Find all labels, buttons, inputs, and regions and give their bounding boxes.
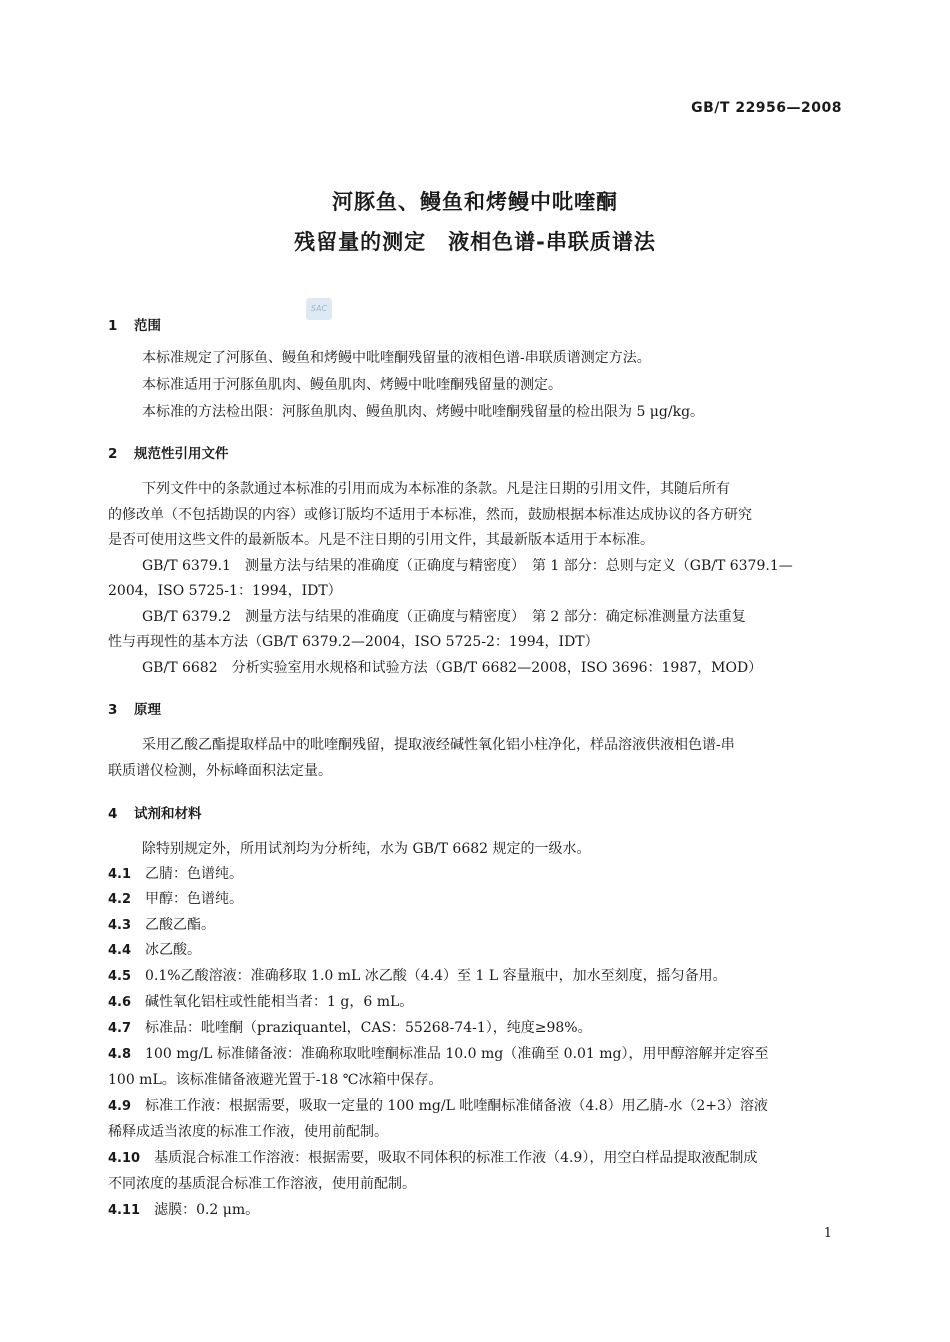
sac-watermark-logo: SAC [306, 298, 332, 320]
item-text: 甲醇：色谱纯。 [145, 891, 244, 907]
reagent-item [108, 1094, 843, 1120]
reagent-item [108, 1016, 843, 1042]
item-text: 滤膜：0.2 μm。 [154, 1202, 260, 1218]
item-text: 标准工作液：根据需要，吸取一定量的 100 mg/L 吡喹酮标准储备液（4.8）用乙腈-水（2+3）溶液 [145, 1098, 768, 1114]
section-title: 规范性引用文件 [134, 446, 229, 462]
page-number: 1 [823, 1226, 832, 1241]
item-text: 冰乙酸。 [145, 942, 202, 958]
ref-item-3: GB/T 6682 分析实验室用水规格和试验方法（GB/T 6682—2008，ISO 3696：1987，MOD） [142, 660, 763, 676]
title-part-a: 残留量的测定 [294, 230, 427, 254]
title-part-b: 液相色谱-串联质谱法 [448, 230, 656, 254]
reagent-item-continuation: 100 mL。该标准储备液避光置于-18 ℃冰箱中保存。 [108, 1072, 443, 1088]
reagent-item-continuation: 不同浓度的基质混合标准工作溶液，使用前配制。 [108, 1176, 416, 1192]
document-title-line2 [0, 226, 950, 256]
item-text: 0.1%乙酸溶液：准确移取 1.0 mL 冰乙酸（4.4）至 1 L 容量瓶中，加水至刻度，摇匀备用。 [145, 968, 727, 984]
item-number: 4.4 [108, 943, 132, 958]
principle-line1: 采用乙酸乙酯提取样品中的吡喹酮残留，提取液经碱性氧化铝小柱净化，样品溶液供液相色谱-串 [142, 737, 735, 753]
item-number: 4.1 [108, 867, 132, 882]
section-title: 试剂和材料 [134, 806, 202, 822]
reagent-item [108, 1146, 843, 1172]
section-heading-references [108, 442, 229, 462]
item-number: 4.2 [108, 892, 132, 907]
section-title: 范围 [134, 318, 161, 334]
section-number: 4 [108, 806, 118, 822]
reagent-item [108, 990, 843, 1016]
item-number: 4.10 [108, 1151, 141, 1166]
reagent-item [108, 938, 843, 964]
scope-paragraph-2: 本标准适用于河豚鱼肌肉、鳗鱼肌肉、烤鳗中吡喹酮残留量的测定。 [142, 377, 562, 393]
item-number: 4.3 [108, 918, 132, 933]
reagent-item [108, 862, 843, 888]
ref-item-1-line1: GB/T 6379.1 测量方法与结果的准确度（正确度与精密度） 第 1 部分：总则与定义（GB/T 6379.1— [142, 558, 793, 574]
reagent-item [108, 1198, 843, 1224]
scope-paragraph-3: 本标准的方法检出限：河豚鱼肌肉、鳗鱼肌肉、烤鳗中吡喹酮残留量的检出限为 5 μg/kg。 [142, 404, 705, 420]
item-text: 乙酸乙酯。 [145, 917, 216, 933]
section-title: 原理 [134, 702, 161, 718]
document-title-line1: 河豚鱼、鳗鱼和烤鳗中吡喹酮 [332, 190, 618, 214]
item-number: 4.8 [108, 1047, 132, 1062]
section-heading-scope [108, 314, 161, 334]
item-text: 乙腈：色谱纯。 [145, 866, 244, 882]
refs-intro-line3: 是否可使用这些文件的最新版本。凡是不注日期的引用文件，其最新版本适用于本标准。 [108, 532, 654, 548]
refs-intro-line1: 下列文件中的条款通过本标准的引用而成为本标准的条款。凡是注日期的引用文件，其随后所有 [142, 481, 730, 497]
item-text: 基质混合标准工作溶液：根据需要，吸取不同体积的标准工作液（4.9），用空白样品提取液配制成 [154, 1150, 758, 1166]
section-heading-principle [108, 698, 161, 718]
reagent-item [108, 913, 843, 939]
item-number: 4.11 [108, 1203, 141, 1218]
item-number: 4.7 [108, 1021, 132, 1036]
reagent-item [108, 964, 843, 990]
item-text: 碱性氧化铝柱或性能相当者：1 g，6 mL。 [145, 994, 414, 1010]
principle-line2: 联质谱仪检测，外标峰面积法定量。 [108, 763, 332, 779]
reagent-item [108, 1042, 843, 1068]
section-number: 2 [108, 446, 118, 462]
reagents-intro: 除特别规定外，所用试剂均为分析纯，水为 GB/T 6682 规定的一级水。 [142, 841, 591, 857]
ref-item-2-line1: GB/T 6379.2 测量方法与结果的准确度（正确度与精密度） 第 2 部分：确定标准测量方法重复 [142, 609, 746, 625]
section-heading-reagents [108, 802, 202, 822]
section-number: 1 [108, 318, 118, 334]
scope-paragraph-1: 本标准规定了河豚鱼、鳗鱼和烤鳗中吡喹酮残留量的液相色谱-串联质谱测定方法。 [142, 350, 651, 366]
item-number: 4.5 [108, 969, 132, 984]
item-text: 标准品：吡喹酮（praziquantel，CAS：55268-74-1），纯度≥98%。 [145, 1020, 592, 1036]
ref-item-2-line2: 性与再现性的基本方法（GB/T 6379.2—2004，ISO 5725-2：1994，IDT） [108, 634, 599, 650]
standard-code: GB/T 22956—2008 [691, 100, 842, 116]
section-number: 3 [108, 702, 118, 718]
item-text: 100 mg/L 标准储备液：准确称取吡喹酮标准品 10.0 mg（准确至 0.01 mg），用甲醇溶解并定容至 [145, 1046, 769, 1062]
reagent-item [108, 887, 843, 913]
item-number: 4.6 [108, 995, 132, 1010]
refs-intro-line2: 的修改单（不包括勘误的内容）或修订版均不适用于本标准，然而，鼓励根据本标准达成协议的各方研究 [108, 507, 752, 523]
ref-item-1-line2: 2004，ISO 5725-1：1994，IDT） [108, 583, 342, 599]
reagent-item-continuation: 稀释成适当浓度的标准工作液，使用前配制。 [108, 1124, 388, 1140]
item-number: 4.9 [108, 1099, 132, 1114]
